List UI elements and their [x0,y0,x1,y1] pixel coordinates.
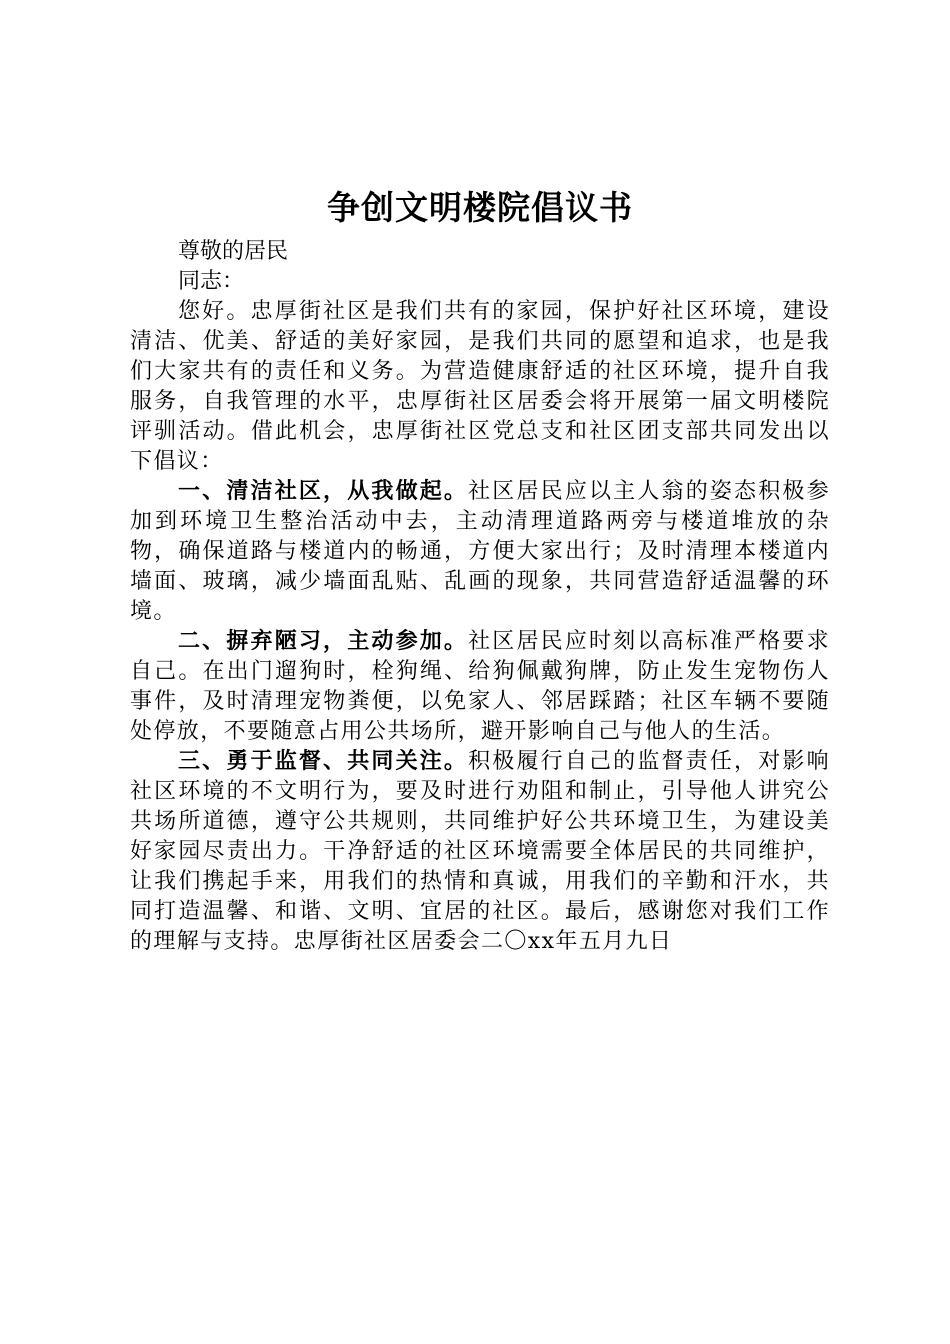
proposal-heading-3: 三、勇于监督、共同关注。 [178,749,469,774]
document-page [130,183,830,957]
intro-paragraph: 您好。忠厚街社区是我们共有的家园，保护好社区环境，建设清洁、优美、舒适的美好家园，是我们共同的愿望和追求，也是我们大家共有的责任和义务。为营造健康舒适的社区环境，提升自我服务，自我管理的水平，忠厚街社区居委会将开展第一届文明楼院评驯活动。借此机会，忠厚街社区党总支和社区团支部共同发出以下倡议： [130,299,830,474]
proposal-item-2 [130,627,830,747]
proposal-item-3 [130,747,830,957]
proposal-body-1: 社区居民应以主人翁的姿态积极参加到环境卫生整治活动中去，主动清理道路两旁与楼道堆放的杂物，确保道路与楼道内的畅通，方便大家出行；及时清理本楼道内墙面、玻璃，减少墙面乱贴、乱画的现象，共同营造舒适温馨的环境。 [130,479,830,624]
salutation-line-2: 同志： [178,269,245,294]
salutation-line-1: 尊敬的居民 [178,239,289,264]
proposal-item-1 [130,477,830,627]
document-title: 争创文明楼院倡议书 [327,188,633,227]
proposal-heading-2: 二、摒弃陋习，主动参加。 [178,629,469,654]
proposal-body-3: 积极履行自己的监督责任，对影响社区环境的不文明行为，要及时进行劝阻和制止，引导他人讲究公共场所道德，遵守公共规则，共同维护好公共环境卫生，为建设美好家园尽责出力。干净舒适的社区环境需要全体居民的共同维护，让我们携起手来，用我们的热情和真诚，用我们的辛勤和汗水，共同打造温馨、和谐、文明、宜居的社区。最后，感谢您对我们工作的理解与支持。忠厚街社区居委会二〇xx年五月九日 [130,749,830,954]
proposal-heading-1: 一、清洁社区，从我做起。 [178,479,469,504]
proposal-body-2: 社区居民应时刻以高标准严格要求自己。在出门遛狗时，栓狗绳、给狗佩戴狗牌，防止发生宠物伤人事件，及时清理宠物粪便，以免家人、邻居踩踏；社区车辆不要随处停放，不要随意占用公共场所，避开影响自己与他人的生活。 [130,629,830,744]
